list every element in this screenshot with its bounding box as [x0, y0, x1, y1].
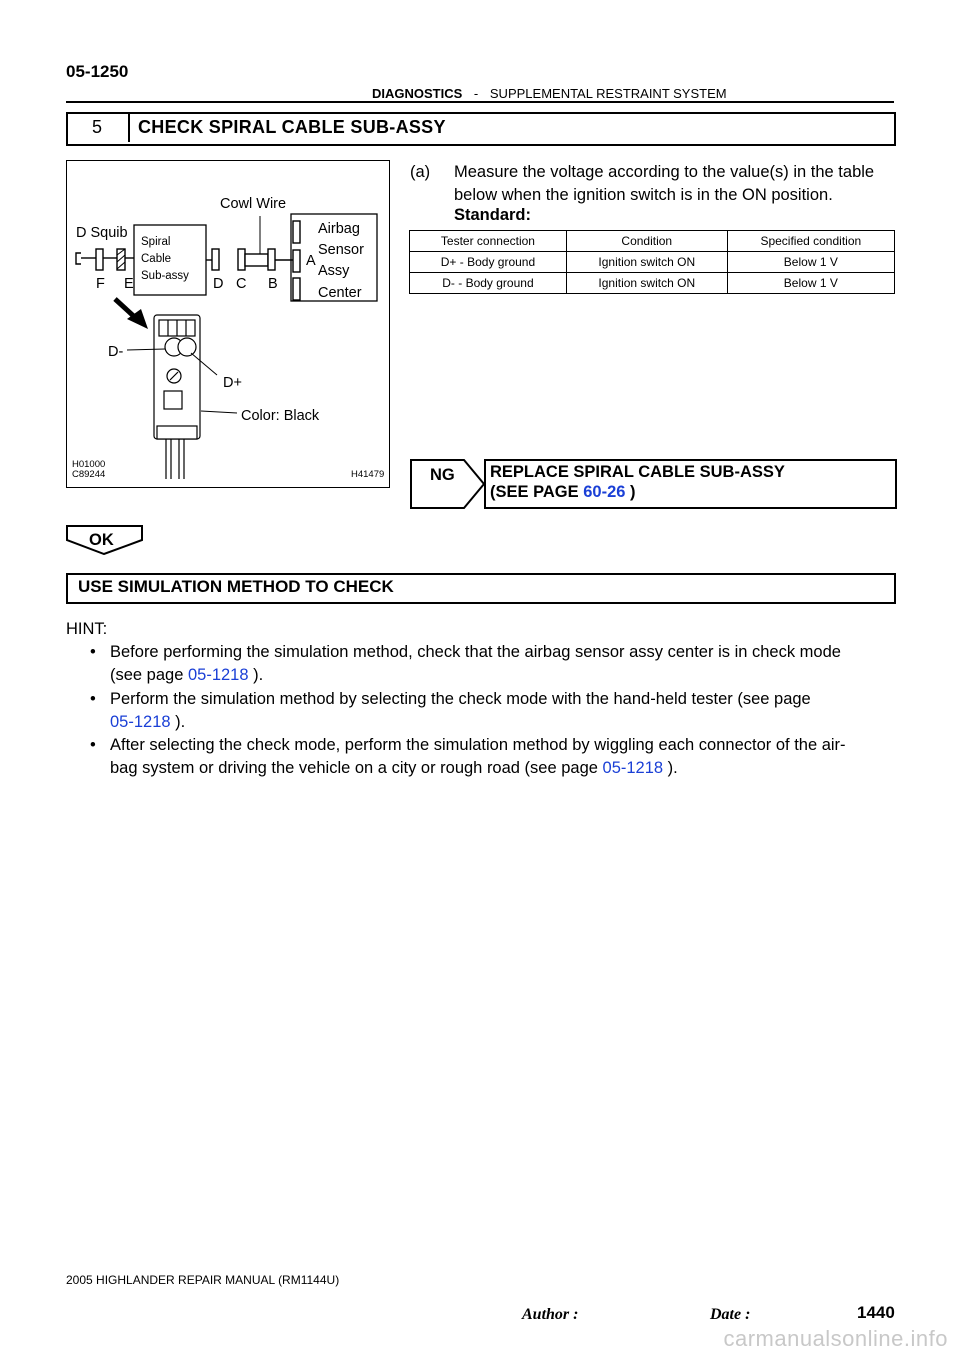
squib-end	[76, 253, 81, 264]
hint-prefix: bag system or driving the vehicle on a city or rough road (see page	[110, 759, 603, 777]
sensor-pin-lower	[293, 278, 300, 300]
spiral-label-2: Cable	[141, 253, 172, 265]
ng-line-2	[490, 482, 785, 502]
ng-line-1: REPLACE SPIRAL CABLE SUB-ASSY	[490, 463, 785, 481]
connector-d-label: D	[213, 276, 224, 292]
ng-label: NG	[430, 466, 455, 484]
hint-line	[110, 757, 896, 780]
connector-detail	[154, 315, 200, 479]
figure-code-2: C89244	[72, 469, 106, 480]
figure-code-3: H41479	[351, 469, 385, 480]
hint-label: HINT:	[66, 620, 108, 638]
bullet: •	[90, 643, 96, 661]
hint-suffix: ).	[663, 759, 678, 777]
table-cell: Below 1 V	[727, 273, 894, 294]
sensor-pin-middle	[293, 250, 300, 272]
table-header: Condition	[566, 231, 727, 252]
table-row	[410, 273, 895, 294]
sensor-pin-upper	[293, 221, 300, 243]
date-label: Date :	[710, 1306, 751, 1323]
ng-line-2-suffix: )	[625, 483, 636, 501]
connector-f	[96, 249, 103, 270]
measure-text: Measure the voltage according to the value(s) in the table below when the ignition switch is in the ON position.	[454, 163, 875, 204]
hint-suffix: ).	[248, 666, 264, 684]
connector-f-label: F	[96, 276, 105, 292]
cowl-wire-label: Cowl Wire	[220, 196, 287, 212]
header-subsection: SUPPLEMENTAL RESTRAINT SYSTEM	[489, 86, 727, 101]
hint-suffix: ).	[170, 713, 186, 731]
table-header-row	[410, 231, 895, 252]
color-label: Color: Black	[241, 408, 320, 424]
header-separator: -	[473, 86, 479, 101]
manual-footer: 2005 HIGHLANDER REPAIR MANUAL (RM1144U)	[66, 1273, 340, 1287]
connector-b	[268, 249, 275, 270]
hint-line	[110, 711, 896, 734]
d-plus-label: D+	[223, 375, 242, 391]
table-cell: D- - Body ground	[410, 273, 567, 294]
hint-line: Before performing the simulation method, check that the airbag sensor assy center is in check mode	[110, 643, 841, 661]
wiring-figure	[66, 160, 390, 488]
airbag-label-4: Center	[318, 285, 362, 301]
ok-arrow	[66, 525, 144, 555]
table-cell: Ignition switch ON	[566, 252, 727, 273]
ng-line-2-prefix: (SEE PAGE	[490, 483, 584, 501]
spiral-label-1: Spiral	[141, 236, 171, 248]
spiral-label-3: Sub-assy	[141, 270, 189, 282]
connector-e-label: E	[124, 276, 134, 292]
page-link-05-1218[interactable]: 05-1218	[187, 666, 249, 684]
d-squib-label: D Squib	[76, 225, 128, 241]
table-cell: Below 1 V	[727, 252, 894, 273]
page-link-05-1218[interactable]: 05-1218	[602, 759, 664, 777]
pointer-arrow	[115, 299, 148, 329]
table-header: Tester connection	[410, 231, 567, 252]
page-number: 05-1250	[66, 62, 129, 81]
standard-label: Standard:	[454, 206, 532, 224]
bullet: •	[90, 736, 96, 754]
step-title: CHECK SPIRAL CABLE SUB-ASSY	[138, 117, 446, 137]
header-section: DIAGNOSTICS	[372, 86, 463, 101]
hint-line: Perform the simulation method by selecting the check mode with the hand-held tester (see page	[110, 690, 811, 708]
spec-table	[409, 230, 895, 294]
table-cell: D+ - Body ground	[410, 252, 567, 273]
step-number: 5	[66, 112, 130, 142]
ng-arrow	[410, 459, 490, 509]
page-total: 1440	[857, 1303, 895, 1322]
watermark: carmanualsonline.info	[723, 1326, 948, 1351]
connector-d	[212, 249, 219, 270]
next-step-title: USE SIMULATION METHOD TO CHECK	[78, 577, 394, 596]
table-header: Specified condition	[727, 231, 894, 252]
page-header	[372, 86, 727, 101]
page-link-05-1218[interactable]: 05-1218	[110, 713, 171, 731]
airbag-label-2: Sensor	[318, 242, 364, 258]
airbag-label-3: Assy	[318, 263, 350, 279]
airbag-label-1: Airbag	[318, 221, 360, 237]
cowl-wire-body	[245, 254, 268, 266]
ng-action-title	[490, 462, 785, 502]
hint-line: After selecting the check mode, perform the simulation method by wiggling each connector of the air-	[110, 736, 846, 754]
connector-c-label: C	[236, 276, 247, 292]
measure-label: (a)	[410, 163, 431, 181]
page-link-60-26[interactable]: 60-26	[583, 483, 626, 501]
connector-b-label: B	[268, 276, 278, 292]
bullet: •	[90, 690, 96, 708]
ok-label: OK	[89, 531, 114, 549]
d-minus-label: D-	[108, 344, 124, 360]
table-row	[410, 252, 895, 273]
table-cell: Ignition switch ON	[566, 273, 727, 294]
hint-line	[110, 664, 896, 687]
figure-code-1: H01000	[72, 459, 106, 470]
connector-c	[238, 249, 245, 270]
connector-a-label: A	[306, 253, 316, 269]
header-rule	[66, 101, 894, 103]
author-label: Author :	[522, 1306, 579, 1323]
hint-prefix: (see page	[110, 666, 188, 684]
